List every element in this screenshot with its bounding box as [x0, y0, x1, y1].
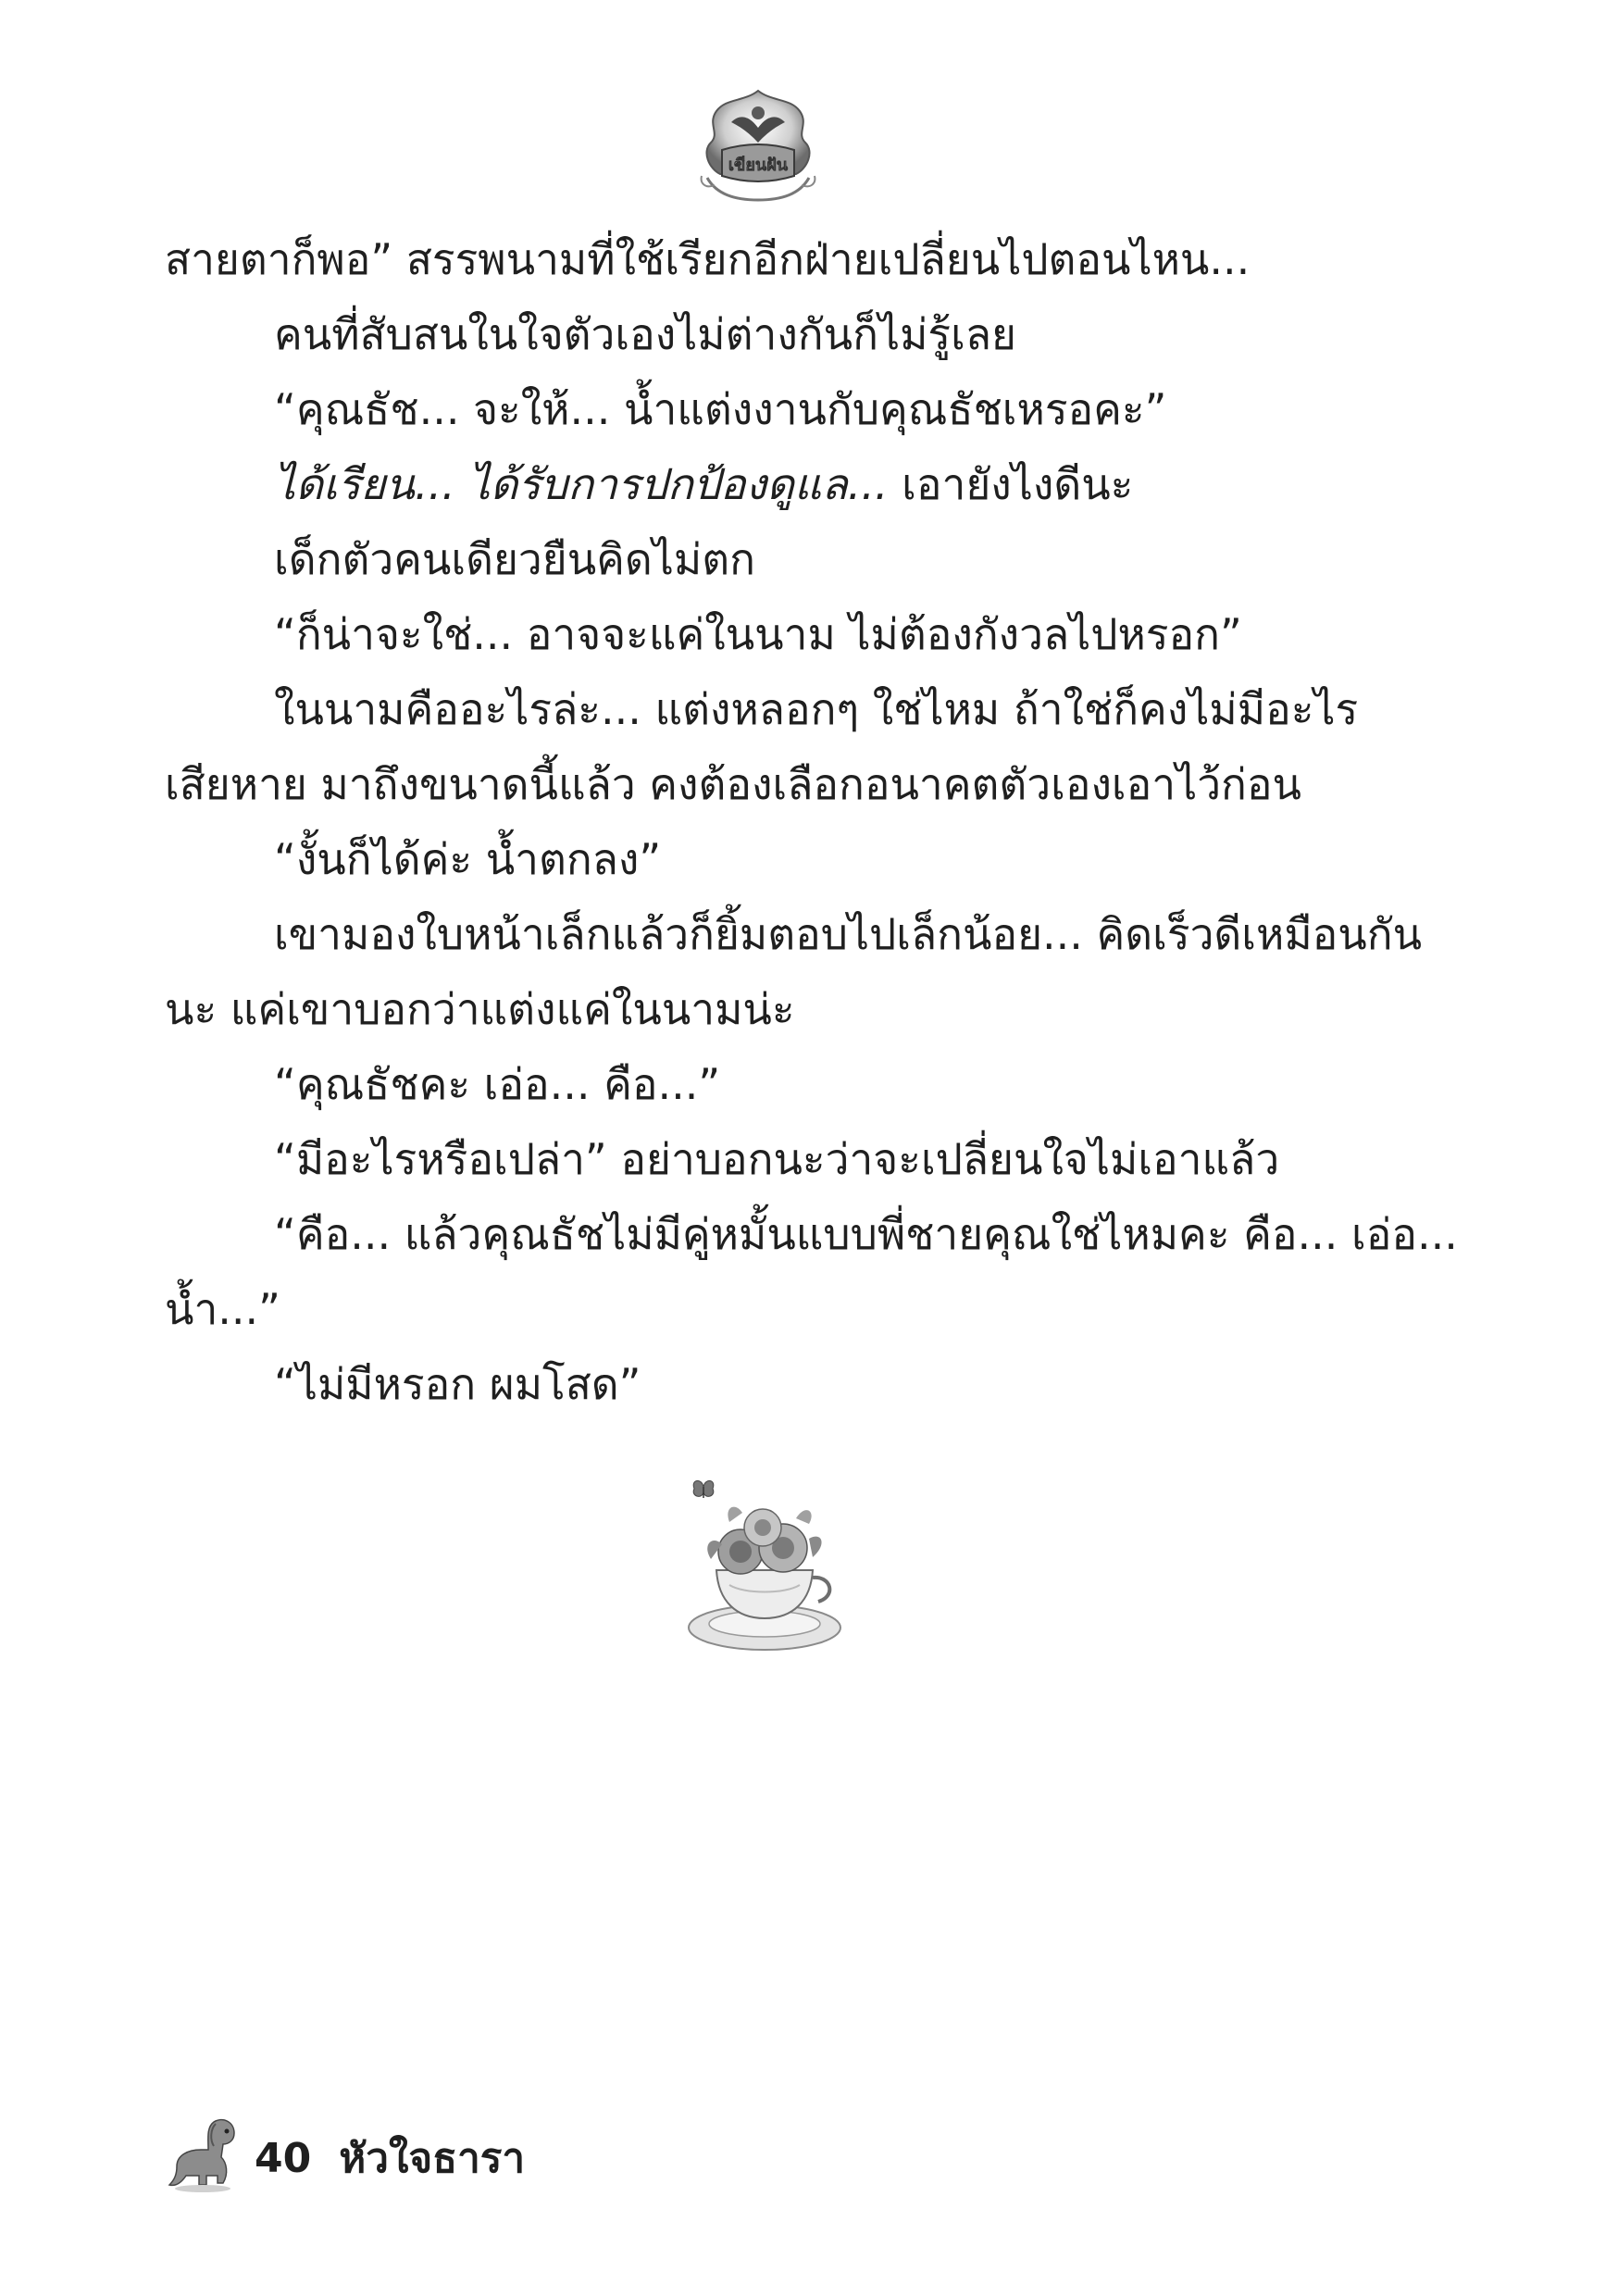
- text-line: ในนามคืออะไรล่ะ... แต่งหลอกๆ ใช่ไหม ถ้าใช่ก็คงไม่มีอะไร: [274, 684, 1359, 734]
- text-line: คนที่สับสนในใจตัวเองไม่ต่างกันก็ไม่รู้เลย: [274, 309, 1016, 359]
- logo-text: เขียนฝัน: [728, 156, 789, 175]
- page-number: 40: [255, 2135, 312, 2182]
- page-footer: [162, 2102, 525, 2194]
- header-logo: [689, 85, 828, 207]
- text-line: “ก็น่าจะใช่... อาจจะแค่ในนาม ไม่ต้องกังวลไปหรอก”: [274, 609, 1242, 659]
- teacup-flowers-icon: [674, 1470, 855, 1661]
- text-line: “คือ... แล้วคุณธัชไม่มีคู่หมั้นแบบพี่ชายคุณใช่ไหมคะ คือ... เอ่อ...: [274, 1209, 1458, 1259]
- text-line: “คุณธัชคะ เอ่อ... คือ...”: [274, 1059, 721, 1109]
- dog-icon: [162, 2109, 242, 2194]
- text-line: น้ำ...”: [165, 1284, 280, 1334]
- text-line: “มีอะไรหรือเปล่า” อย่าบอกนะว่าจะเปลี่ยนใจไม่เอาแล้ว: [274, 1134, 1280, 1184]
- text-line: เด็กตัวคนเดียวยืนคิดไม่ตก: [274, 534, 755, 584]
- text-line: ได้เรียน... ได้รับการปกป้องดูแล... เอายังไงดีนะ: [274, 459, 1134, 509]
- text-line: เสียหาย มาถึงขนาดนี้แล้ว คงต้องเลือกอนาคตตัวเองเอาไว้ก่อน: [165, 759, 1301, 809]
- book-title: หัวใจธารา: [339, 2135, 526, 2182]
- text-line: นะ แค่เขาบอกว่าแต่งแค่ในนามน่ะ: [165, 984, 795, 1034]
- body-text: [165, 222, 1458, 1422]
- text-line: “ไม่มีหรอก ผมโสด”: [274, 1359, 641, 1409]
- text-line: “งั้นก็ได้ค่ะ น้ำตกลง”: [274, 834, 662, 884]
- teacup-illustration: [674, 1470, 855, 1661]
- text-line: เขามองใบหน้าเล็กแล้วก็ยิ้มตอบไปเล็กน้อย... คิดเร็วดีเหมือนกัน: [274, 909, 1423, 959]
- italic-thought: ได้เรียน... ได้รับการปกป้องดูแล...: [274, 459, 889, 509]
- text-line: สายตาก็พอ” สรรพนามที่ใช้เรียกอีกฝ่ายเปลี่ยนไปตอนไหน...: [165, 234, 1251, 284]
- ornamental-crest-icon: [689, 85, 828, 207]
- text-line: “คุณธัช... จะให้... น้ำแต่งงานกับคุณธัชเหรอคะ”: [274, 384, 1167, 434]
